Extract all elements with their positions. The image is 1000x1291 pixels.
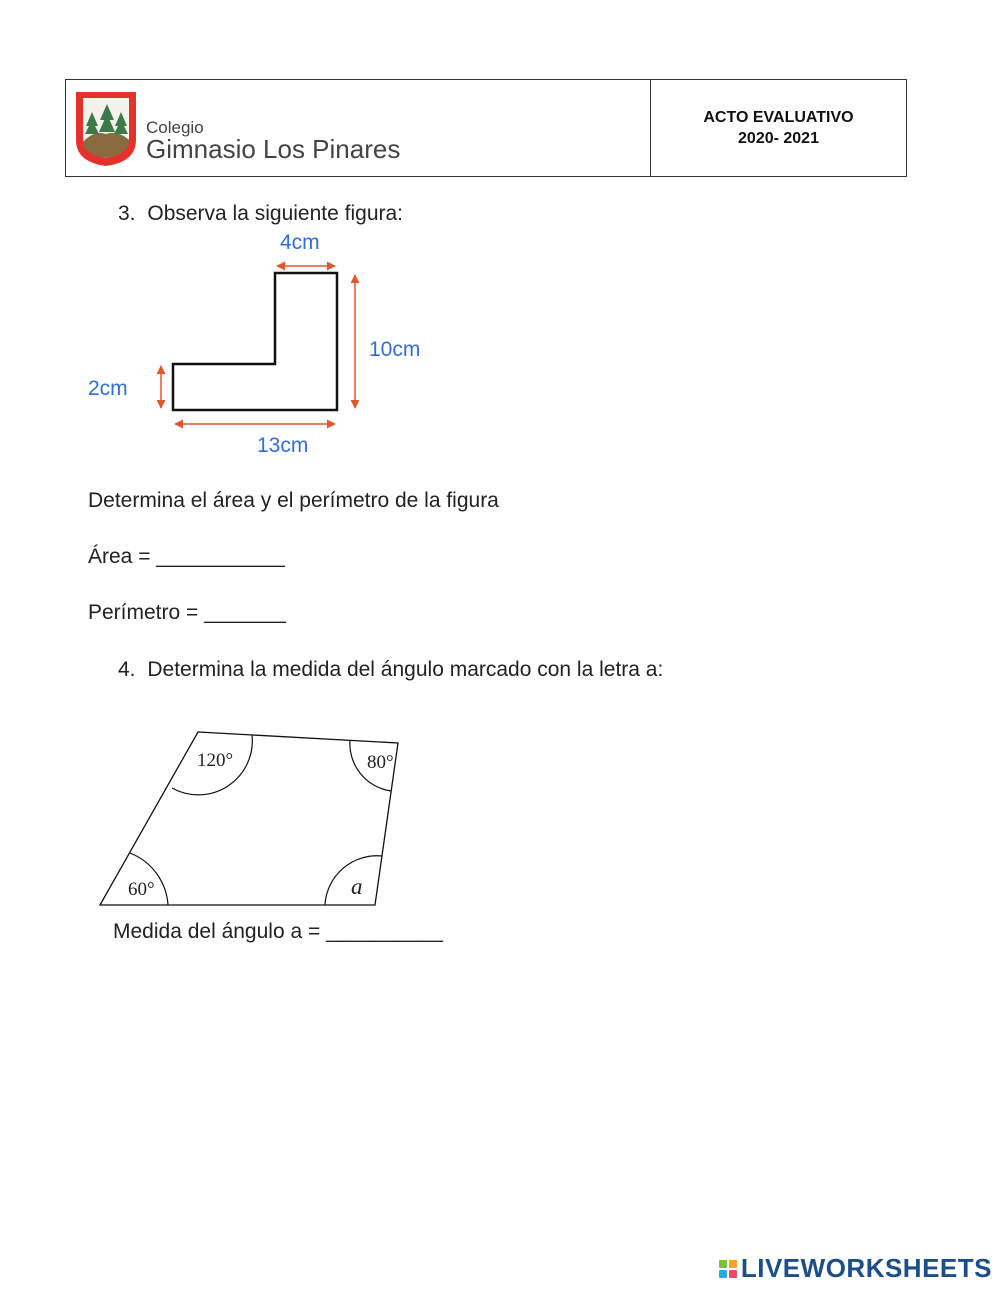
angle-label-bottom-right: a	[351, 874, 363, 899]
dimension-label-left: 2cm	[88, 377, 128, 400]
evaluation-info	[651, 80, 906, 176]
brand-name: LIVEWORKSHEETS	[740, 1253, 992, 1283]
area-answer-field[interactable]: Área = ___________	[88, 545, 285, 568]
school-prefix: Colegio	[146, 118, 204, 137]
l-shape-figure	[0, 225, 460, 465]
question-3-heading	[118, 202, 403, 226]
question-3-instruction: Determina el área y el perímetro de la figura	[88, 489, 499, 512]
school-crest-icon	[74, 90, 138, 168]
question-4-prompt: Determina la medida del ángulo marcado con la letra a:	[147, 658, 664, 681]
angle-answer-field[interactable]: Medida del ángulo a = __________	[113, 920, 443, 943]
evaluation-year: 2020- 2021	[738, 130, 819, 147]
liveworksheets-logo[interactable]	[719, 1253, 992, 1284]
school-branding	[66, 80, 651, 176]
dimension-label-top: 4cm	[280, 231, 320, 254]
l-shape-outline	[173, 273, 337, 410]
question-4-number: 4.	[118, 658, 136, 681]
dimension-label-bottom: 13cm	[257, 434, 309, 457]
angle-label-top-left: 120°	[197, 750, 234, 771]
dimension-label-right: 10cm	[369, 338, 421, 361]
document-header	[65, 79, 907, 177]
question-3-prompt: Observa la siguiente figura:	[147, 202, 403, 225]
question-3-number: 3.	[118, 202, 136, 225]
quadrilateral-figure	[80, 715, 420, 920]
school-name: Gimnasio Los Pinares	[146, 134, 401, 164]
perimeter-answer-field[interactable]: Perímetro = _______	[88, 601, 286, 624]
angle-label-top-right: 80°	[367, 752, 394, 773]
angle-label-bottom-left: 60°	[128, 879, 155, 900]
brand-mark-icon	[719, 1260, 737, 1278]
evaluation-title: ACTO EVALUATIVO	[703, 109, 854, 126]
question-4-heading	[118, 658, 663, 682]
